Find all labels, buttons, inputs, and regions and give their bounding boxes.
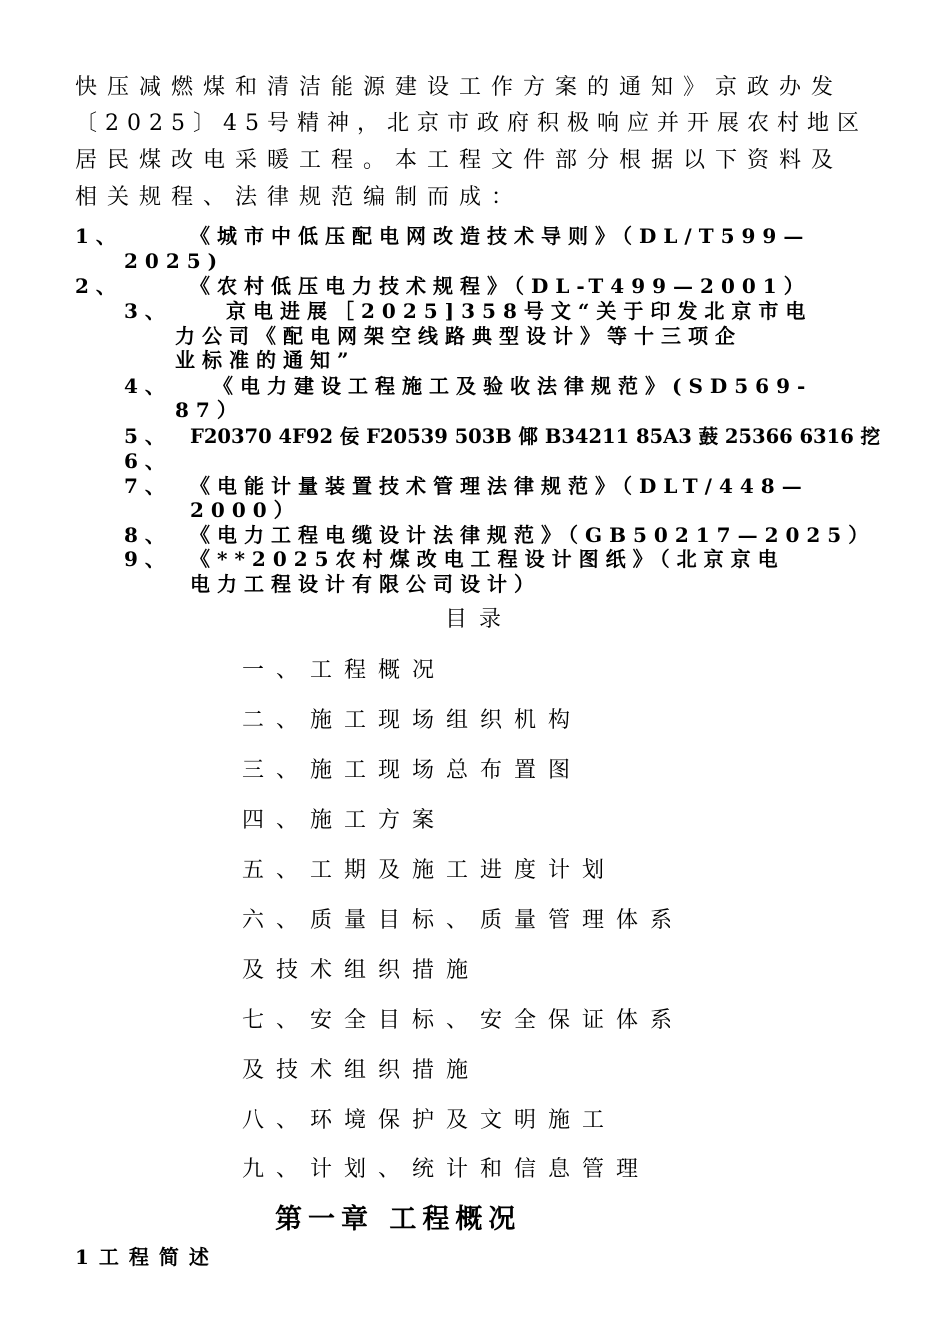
reference-number: 9、	[124, 547, 172, 571]
reference-text: 《城市中低压配电网改造技术导则》（DL/T599—	[190, 224, 811, 248]
toc-item[interactable]: 二、施工现场组织机构	[242, 708, 583, 733]
chapter-title: 第一章 工程概况	[275, 1204, 522, 1235]
reference-number: 2、	[75, 274, 123, 298]
section-title: 1工程简述	[75, 1245, 219, 1269]
reference-text: 《电力建设工程施工及验收法律规范》(SD569-	[213, 374, 813, 398]
toc-item[interactable]: 八、环境保护及文明施工	[242, 1108, 617, 1133]
reference-text: 京电进展［2025]358号文“关于印发北京市电	[226, 299, 813, 323]
reference-text: 《农村低压电力技术规程》（DL-T499—2001）	[190, 274, 811, 298]
intro-line: 相关规程、法律规范编制而成：	[75, 185, 524, 210]
reference-text: 2025)	[124, 249, 225, 273]
reference-text: 电力工程设计有限公司设计）	[190, 572, 541, 596]
toc-item[interactable]: 九、计划、统计和信息管理	[242, 1157, 651, 1182]
intro-line: 居民煤改电采暖工程。本工程文件部分根据以下资料及	[75, 148, 844, 173]
reference-number: 6、	[124, 449, 172, 473]
intro-line: 快压减燃煤和清洁能源建设工作方案的通知》京政办发	[75, 75, 844, 100]
toc-item[interactable]: 三、施工现场总布置图	[242, 758, 583, 783]
reference-text: 业标准的通知”	[175, 348, 356, 372]
toc-item[interactable]: 及技术组织措施	[242, 1058, 481, 1083]
reference-text: 《电力工程电缆设计法律规范》（GB50217—2025）	[190, 523, 876, 547]
toc-item[interactable]: 七、安全目标、安全保证体系	[242, 1008, 685, 1033]
reference-text: F20370 4F92 佞 F20539 503B 倻 B34211 85A3 薣 25366 6316 挖	[190, 425, 881, 448]
toc-item[interactable]: 六、质量目标、质量管理体系	[242, 908, 685, 933]
reference-number: 7、	[124, 474, 172, 498]
reference-text: 《**2025农村煤改电工程设计图纸》（北京京电	[190, 547, 785, 571]
reference-text: 《电能计量装置技术管理法律规范》（DLT/448—	[190, 474, 809, 498]
toc-item[interactable]: 五、工期及施工进度计划	[242, 858, 617, 883]
reference-number: 4、	[124, 374, 172, 398]
reference-number: 3、	[124, 299, 172, 323]
reference-number: 8、	[124, 523, 172, 547]
toc-item[interactable]: 一、工程概况	[242, 658, 447, 683]
toc-item[interactable]: 及技术组织措施	[242, 958, 481, 983]
reference-text: 2000）	[190, 498, 301, 522]
reference-number: 5、	[124, 424, 172, 448]
reference-text: 87）	[175, 398, 244, 422]
toc-title: 目录	[445, 607, 514, 632]
intro-line: 〔2025〕45号精神，北京市政府积极响应并开展农村地区	[75, 111, 867, 136]
toc-item[interactable]: 四、施工方案	[242, 808, 447, 833]
reference-number: 1、	[75, 224, 123, 248]
reference-text: 力公司《配电网架空线路典型设计》等十三项企	[175, 324, 742, 348]
